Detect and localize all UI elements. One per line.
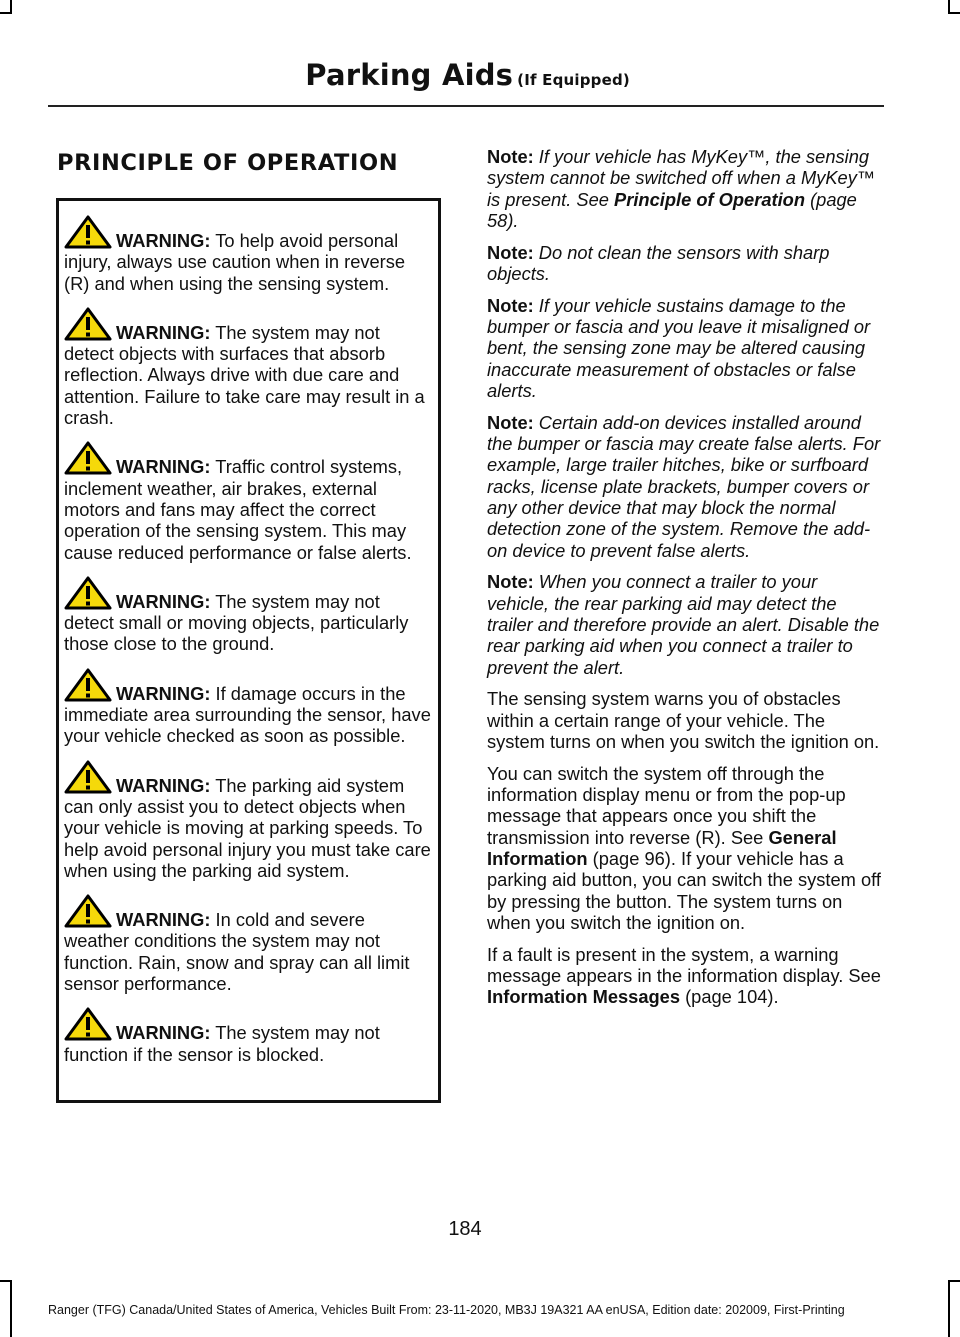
link-information-messages[interactable]: Information Messages bbox=[487, 986, 681, 1008]
warning-label: WARNING: bbox=[116, 682, 211, 704]
note-page-ref: (page 58). bbox=[487, 188, 857, 231]
note-label: Note: bbox=[487, 411, 534, 433]
warning-label: WARNING: bbox=[116, 1022, 211, 1044]
warning-text: In cold and severe weather conditions the system may not function. Rain, snow and spray can all limit sensor performance. bbox=[64, 909, 410, 995]
body-paragraph-2: You can switch the system off through the information display menu or from the pop-up message that appears once you shift the transmission into reverse (R). See General Information (page 96). If your vehicle has a parking aid button, you can switch the system off by pressing the button. The system turns on when you switch the ignition on. bbox=[487, 762, 881, 933]
note-text: Certain add-on devices installed around the bumper or fascia may create false alerts. For example, large trailer hitches, bike or surfboard racks, license plate brackets, bumper covers or any other device that may block the normal detection zone of the system. Remove the add-on device to prevent false alerts. bbox=[487, 411, 881, 561]
warning-text: The system may not function if the sensor is blocked. bbox=[64, 1022, 380, 1065]
note-add-on-devices bbox=[487, 412, 881, 561]
crop-mark-bottom-right-h bbox=[948, 1280, 960, 1282]
warning-label: WARNING: bbox=[116, 230, 211, 251]
warning-label: WARNING: bbox=[116, 774, 211, 796]
link-general-information[interactable]: General Information bbox=[487, 826, 837, 869]
warning-triangle-icon bbox=[64, 1007, 112, 1041]
warning-item bbox=[64, 576, 432, 655]
warning-triangle-icon bbox=[64, 441, 112, 475]
chapter-subtitle: (If Equipped) bbox=[517, 71, 630, 89]
footer-text: Ranger (TFG) Canada/United States of America, Vehicles Built From: 23-11-2020, MB3J 19A321 AA enUSA, Edition date: 202009, First-Printing bbox=[48, 1303, 845, 1317]
warning-box bbox=[56, 198, 441, 1103]
warning-text: Traffic control systems, inclement weather, air brakes, external motors and fans may affect the correct operation of the sensing system. This may cause reduced performance or false alerts. bbox=[64, 456, 412, 563]
note-text: When you connect a trailer to your vehicle, the rear parking aid may detect the trailer and therefore provide an alert. Disable the rear parking aid when you connect a trailer to prevent the alert. bbox=[487, 571, 880, 678]
page-number: 184 bbox=[448, 1218, 482, 1240]
warning-triangle-icon bbox=[64, 668, 112, 702]
warning-triangle-icon bbox=[64, 307, 112, 341]
warning-label: WARNING: bbox=[116, 456, 211, 478]
body-paragraph-3: If a fault is present in the system, a warning message appears in the information display. See Information Messages (page 104). bbox=[487, 943, 881, 1008]
note-trailer bbox=[487, 571, 881, 677]
warning-text: The parking aid system can only assist you to detect objects when your vehicle is moving at parking speeds. To help avoid personal injury you must take care when using the parking aid system. bbox=[64, 774, 431, 881]
warning-label: WARNING: bbox=[116, 321, 211, 343]
warning-item bbox=[64, 760, 432, 881]
warning-text: The system may not detect small or moving objects, particularly those close to the ground. bbox=[64, 590, 409, 655]
note-text: Do not clean the sensors with sharp objects. bbox=[487, 241, 830, 284]
body-paragraph-1: The sensing system warns you of obstacles within a certain range of your vehicle. The system turns on when you switch the ignition on. bbox=[487, 688, 880, 752]
note-label: Note: bbox=[487, 146, 534, 167]
warning-label: WARNING: bbox=[116, 909, 211, 931]
crop-mark-bottom-right-v bbox=[948, 1280, 950, 1337]
note-label: Note: bbox=[487, 241, 534, 263]
note-label: Note: bbox=[487, 571, 534, 593]
note-label: Note: bbox=[487, 294, 534, 316]
warning-triangle-icon bbox=[64, 215, 112, 249]
warning-item bbox=[64, 1007, 432, 1065]
warning-item bbox=[64, 215, 432, 294]
link-principle-of-operation[interactable]: Principle of Operation bbox=[614, 188, 805, 210]
warning-item bbox=[64, 441, 432, 562]
warning-item bbox=[64, 307, 432, 428]
note-sharp-objects bbox=[487, 242, 881, 285]
crop-mark-bottom-left-h bbox=[0, 1280, 12, 1282]
note-text: If your vehicle has MyKey™, the sensing system cannot be switched off when a MyKey™ is present. See bbox=[487, 146, 876, 210]
warning-triangle-icon bbox=[64, 760, 112, 794]
warning-item bbox=[64, 894, 432, 994]
chapter-title bbox=[305, 58, 630, 92]
warning-triangle-icon bbox=[64, 894, 112, 928]
crop-mark-top-left-h bbox=[0, 12, 12, 14]
warning-label: WARNING: bbox=[116, 590, 211, 612]
warning-item bbox=[64, 668, 432, 747]
warning-text: To help avoid personal injury, always use caution when in reverse (R) and when using the sensing system. bbox=[64, 230, 406, 294]
note-mykey bbox=[487, 146, 881, 231]
warning-text: The system may not detect objects with surfaces that absorb reflection. Always drive with due care and attention. Failure to take care may result in a crash. bbox=[64, 321, 425, 429]
section-title: PRINCIPLE OF OPERATION bbox=[57, 150, 399, 176]
header-rule bbox=[48, 105, 884, 107]
right-column bbox=[487, 146, 881, 1018]
note-bumper-damage bbox=[487, 295, 881, 401]
warning-triangle-icon bbox=[64, 576, 112, 610]
chapter-title-text: Parking Aids bbox=[305, 58, 514, 92]
crop-mark-bottom-left-v bbox=[10, 1280, 12, 1337]
note-text: If your vehicle sustains damage to the bumper or fascia and you leave it misaligned or bent, the sensing zone may be altered causing inaccurate measurement of obstacles or false alerts. bbox=[487, 294, 871, 401]
crop-mark-top-right-h bbox=[948, 12, 960, 14]
warning-text: If damage occurs in the immediate area surrounding the sensor, have your vehicle checked as soon as possible. bbox=[64, 682, 431, 747]
